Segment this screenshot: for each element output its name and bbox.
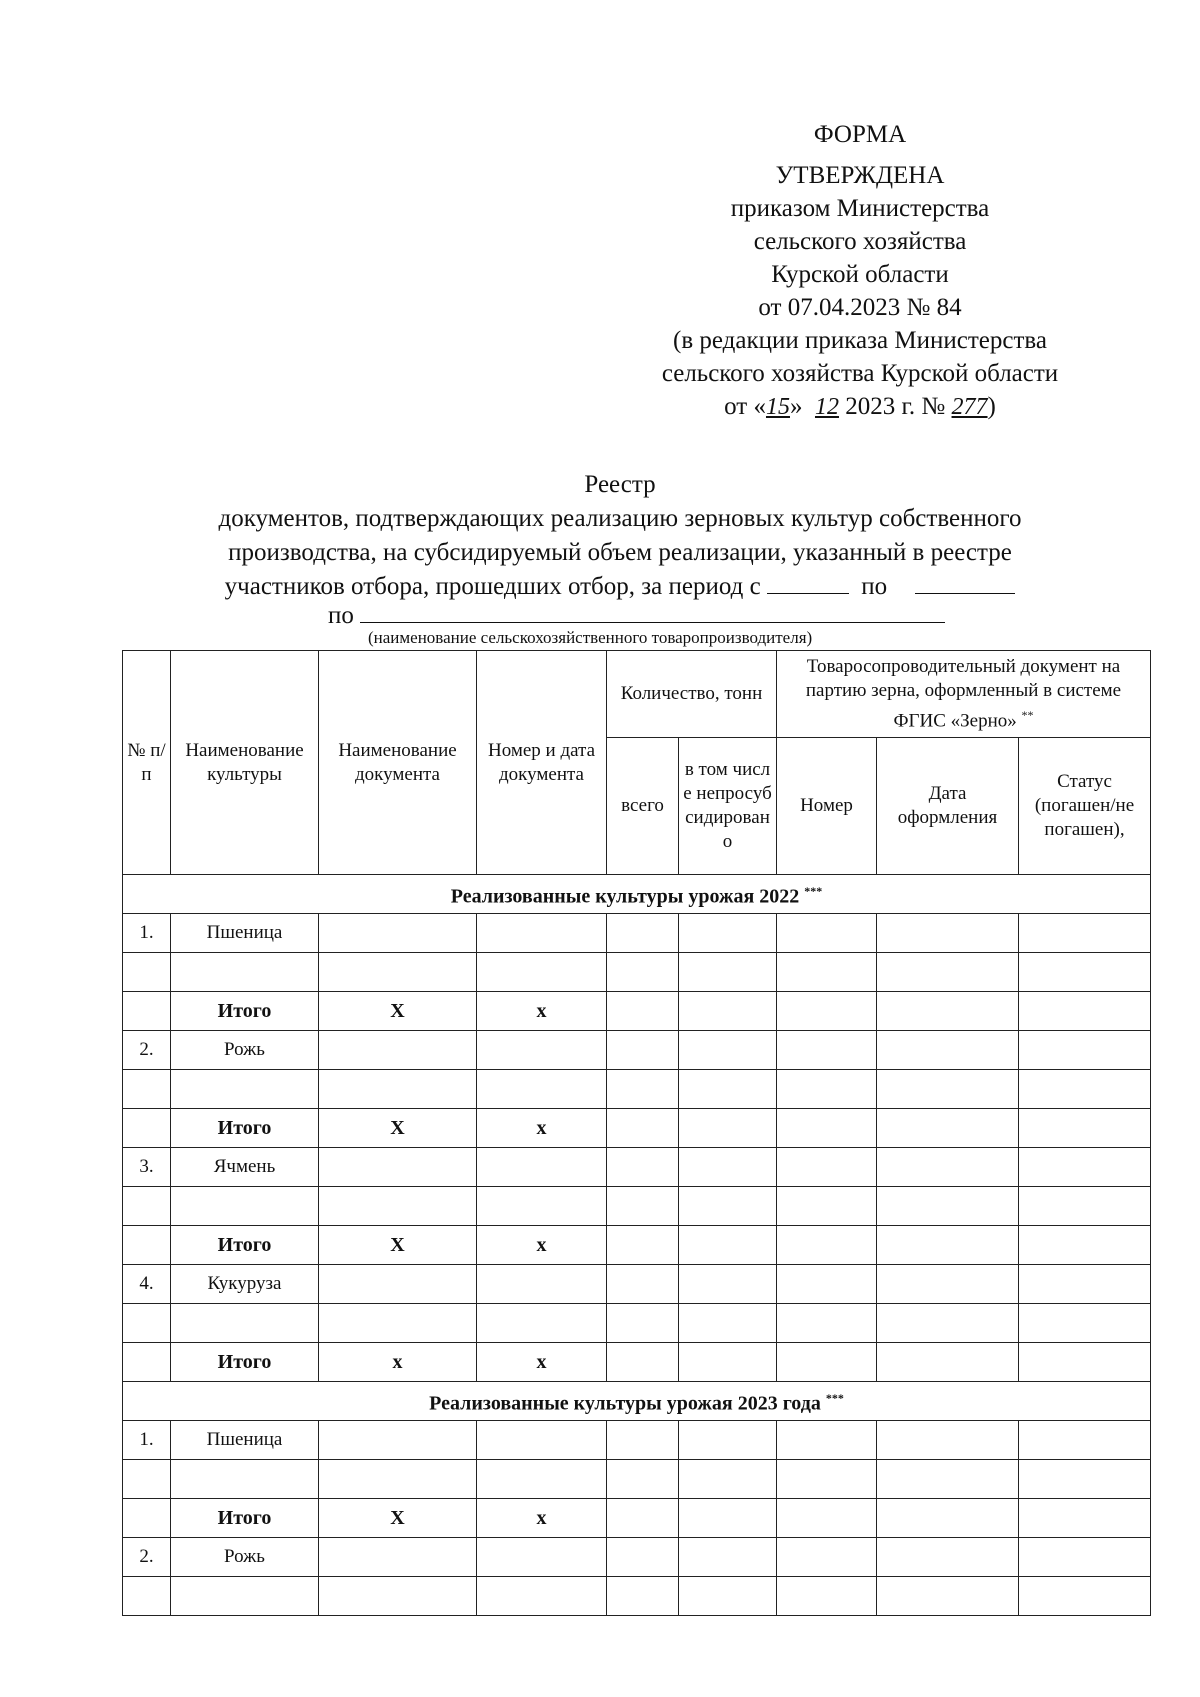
form-label: ФОРМА [813,121,907,148]
table-row [123,953,1151,992]
approval-line: сельского хозяйства Курской области [661,360,1059,387]
table-row: 4. Кукуруза [123,1265,1151,1304]
period-to-field[interactable] [915,571,1015,594]
revision-date-line: от «15» 12 2023 г. № 277) [724,393,996,420]
header-crop: Наименование культуры [171,651,319,875]
header-total: всего [607,738,679,875]
table-row: 1. Пшеница [123,1421,1151,1460]
registry-table [122,650,1151,1616]
section-title: Реализованные культуры урожая 2023 года *** [123,1382,1151,1421]
header-issue-date: Дата оформления [877,738,1019,875]
table-row: 2. Рожь [123,1538,1151,1577]
total-row: Итого X x [123,1109,1151,1148]
header-num: № п/п [123,651,171,875]
table-row: 1. Пшеница [123,914,1151,953]
handwritten-number: 277 [951,394,988,420]
table-row [123,1070,1151,1109]
header-number: Номер [777,738,877,875]
table-row: 3. Ячмень [123,1148,1151,1187]
header-doc-name: Наименование документа [319,651,477,875]
total-row: Итого X x [123,1499,1151,1538]
footnote-mark: ** [1021,707,1034,722]
table-row [123,1304,1151,1343]
header-quantity: Количество, тонн [607,651,777,738]
handwritten-month: 12 [814,394,839,420]
period-line: участников отбора, прошедших отбор, за период с по [150,570,1090,604]
handwritten-day: 15 [765,394,790,420]
approval-line: приказом Министерства [730,195,990,222]
title-line: производства, на субсидируемый объем реализации, указанный в реестре [228,539,1012,566]
table-row [123,1577,1151,1616]
section-title: Реализованные культуры урожая 2022 *** [123,875,1151,914]
approval-line: УТВЕРЖДЕНА [775,162,945,189]
header-transport-doc: Товаросопроводительный документ на партию зерна, оформленный в системе ФГИС «Зерно» ** [777,651,1151,738]
title-line: документов, подтверждающих реализацию зерновых культур собственного [218,505,1022,532]
total-row: Итого x x [123,1343,1151,1382]
approval-line: от 07.04.2023 № 84 [758,294,962,321]
title-word: Реестр [584,471,656,498]
period-from-field[interactable] [767,571,849,594]
producer-line: по [328,600,945,630]
approval-line: Курской области [771,261,949,288]
table-row [123,1460,1151,1499]
table-row: 2. Рожь [123,1031,1151,1070]
total-row: Итого X x [123,1226,1151,1265]
header-status: Статус (погашен/не погашен), [1019,738,1151,875]
header-non-subsidized: в том числе непросубсидировано [679,738,777,875]
total-row: Итого X x [123,992,1151,1031]
approval-line: (в редакции приказа Министерства [673,327,1047,354]
approval-line: сельского хозяйства [753,228,967,255]
registry-title [150,468,1090,604]
header-doc-num-date: Номер и дата документа [477,651,607,875]
approval-header [600,118,1120,424]
producer-name-field[interactable] [360,600,945,623]
producer-caption: (наименование сельскохозяйственного товаропроизводителя) [368,628,813,647]
table-row [123,1187,1151,1226]
